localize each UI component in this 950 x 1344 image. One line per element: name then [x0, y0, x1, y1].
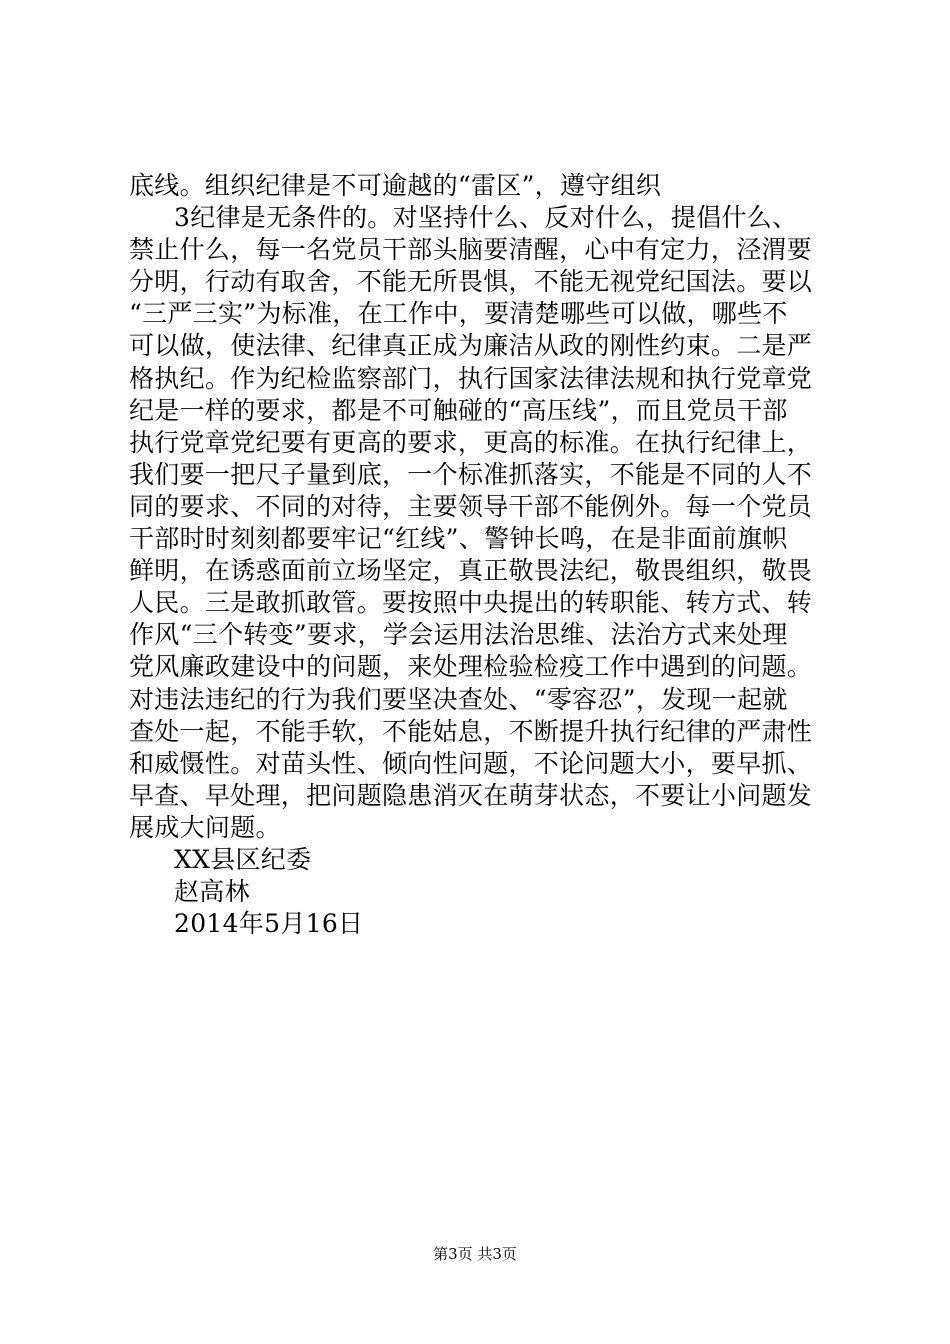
- signature-organization: XX县区纪委: [174, 844, 312, 874]
- body-line: 可以做，使法律、纪律真正成为廉洁从政的刚性约束。二是严: [129, 331, 813, 361]
- body-line: 同的要求、不同的对待，主要领导干部不能例外。每一个党员: [129, 491, 813, 521]
- body-line: 我们要一把尺子量到底，一个标准抓落实，不能是不同的人不: [129, 459, 813, 489]
- body-line: 格执纪。作为纪检监察部门，执行国家法律法规和执行党章党: [129, 363, 813, 393]
- body-line: 纪是一样的要求，都是不可触碰的“高压线”，而且党员干部: [129, 395, 788, 425]
- signature-name: 赵高林: [174, 877, 250, 907]
- body-line: 展成大问题。: [129, 812, 281, 842]
- body-line: 鲜明，在诱惑面前立场坚定，真正敬畏法纪，敬畏组织，敬畏: [129, 556, 813, 586]
- body-line: 分明，行动有取舍，不能无所畏惧，不能无视党纪国法。要以: [129, 267, 813, 297]
- body-line: 党风廉政建设中的问题，来处理检验检疫工作中遇到的问题。: [129, 652, 813, 682]
- body-line: 查处一起，不能手软，不能姑息，不断提升执行纪律的严肃性: [129, 716, 813, 746]
- body-line: 底线。组织纪律是不可逾越的“雷区”，遵守组织: [129, 171, 662, 200]
- page-number-footer: 第3页 共3页: [433, 1245, 517, 1263]
- document-body: [129, 170, 829, 940]
- body-line: 早查、早处理，把问题隐患消灭在萌芽状态，不要让小问题发: [129, 780, 813, 810]
- body-line: 和威慑性。对苗头性、倾向性问题，不论问题大小，要早抓、: [129, 748, 813, 778]
- body-line: 干部时时刻刻都要牢记“红线”、警钟长鸣，在是非面前旗帜: [129, 524, 788, 554]
- body-line: 对违法违纪的行为我们要坚决查处、“零容忍”，发现一起就: [129, 684, 788, 714]
- body-line: 人民。三是敢抓敢管。要按照中央提出的转职能、转方式、转: [129, 588, 813, 618]
- body-line: “三严三实”为标准，在工作中，要清楚哪些可以做，哪些不: [129, 299, 788, 329]
- body-line: 3纪律是无条件的。对坚持什么、反对什么，提倡什么、: [174, 203, 798, 233]
- signature-date: 2014年5月16日: [174, 909, 364, 939]
- body-line: 禁止什么，每一名党员干部头脑要清醒，心中有定力，泾渭要: [129, 235, 813, 265]
- body-line: 执行党章党纪要有更高的要求，更高的标准。在执行纪律上，: [129, 427, 813, 457]
- body-line: 作风“三个转变”要求，学会运用法治思维、法治方式来处理: [129, 620, 788, 650]
